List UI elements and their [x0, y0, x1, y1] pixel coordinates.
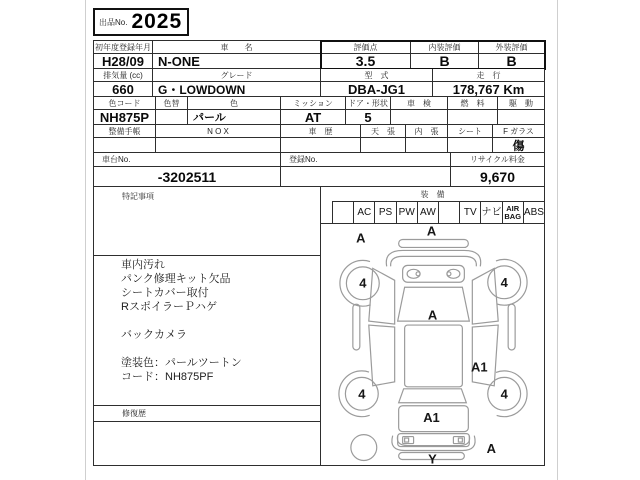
damage-mark-a-rear-right: A: [486, 440, 496, 456]
damage-mark-a-front-left: A: [356, 229, 366, 245]
lot-number-label: 出品No.: [99, 17, 128, 27]
damage-mark-4-rear-right-wheel: 4: [500, 385, 508, 401]
damage-mark-4-front-left-wheel: 4: [359, 275, 367, 291]
equipment-cell-pw: PW: [396, 201, 418, 224]
exterior-grade-value: B: [479, 54, 545, 69]
front-glass-label: F ガラス: [493, 125, 545, 138]
displacement-label: 排気量 (cc): [94, 69, 153, 82]
equipment-cell-abs: ABS: [523, 201, 545, 224]
model-code-value: DBA-JG1: [321, 82, 433, 97]
mileage-label: 走 行: [433, 69, 545, 82]
headliner-value: [361, 138, 406, 153]
damage-marks: [356, 224, 508, 466]
damage-mark-a1-right-quarter: A1: [471, 358, 488, 374]
car-history-value: [281, 138, 361, 153]
displacement-value: 660: [94, 82, 153, 97]
left-side-sill: [353, 304, 360, 350]
vehicle-info-table: [93, 40, 545, 466]
color-change-value: [156, 110, 188, 125]
equipment-cell-ac: AC: [353, 201, 375, 224]
inspection-value: [391, 110, 448, 125]
score-label: 評価点: [321, 41, 411, 54]
lot-number-value: 2025: [131, 10, 183, 33]
grade-name-value: G・LOWDOWN: [153, 82, 321, 97]
headliner-label: 天 張: [361, 125, 406, 138]
damage-mark-a-front-bumper: A: [426, 224, 437, 238]
lot-number-box: [93, 8, 189, 36]
headlight-right: [447, 269, 460, 278]
drive-value: [498, 110, 545, 125]
nox-label: N O X: [156, 125, 281, 138]
note-line: 塗装色：パールツートン: [121, 357, 242, 369]
repair-history-header: 修復歴: [94, 406, 321, 422]
drive-label: 駆 動: [498, 97, 545, 110]
equipment-cell-blank-2: [438, 201, 460, 224]
note-line: コード：NH875PF: [121, 371, 214, 383]
right-front-door: [472, 268, 498, 324]
front-bumper-strip: [399, 239, 469, 247]
front-grille-outer: [386, 250, 480, 266]
recycle-fee-value: 9,670: [451, 167, 545, 187]
color-code-value: NH875P: [94, 110, 156, 125]
front-glass-value: 傷: [493, 138, 545, 153]
car-body-sketch: [339, 239, 527, 460]
door-trim-label: 内 張: [406, 125, 448, 138]
tail-light-left-bulb: [405, 438, 409, 442]
scan-edge-left: [85, 0, 86, 480]
transmission-label: ミッション: [281, 97, 346, 110]
seat-label: シート: [448, 125, 493, 138]
recycle-fee-label: リサイクル料金: [451, 153, 545, 167]
spare-tire: [351, 434, 377, 460]
color-label: 色: [188, 97, 281, 110]
scan-edge-right: [557, 0, 558, 480]
note-line: [121, 342, 320, 356]
fuel-value: [448, 110, 498, 125]
service-book-label: 整備手帳: [94, 125, 156, 138]
note-line: RスポイラーＰハゲ: [121, 301, 217, 313]
equipment-checkbox-row: [332, 201, 545, 224]
headlight-bar: [403, 265, 465, 282]
equipment-cell-airbag: AIR BAG: [502, 201, 524, 224]
damage-mark-y-rear-center: Y: [428, 450, 437, 466]
tail-light-right-bulb: [458, 438, 462, 442]
first-registration-value: H28/09: [94, 54, 153, 69]
service-book-value: [94, 138, 156, 153]
equipment-cell-blank-1: [332, 201, 354, 224]
inspection-label: 車 検: [391, 97, 448, 110]
rear-window: [399, 388, 467, 402]
mileage-value: 178,767 Km: [433, 82, 545, 97]
car-name-value: N-ONE: [153, 54, 321, 69]
registration-no-value: [281, 167, 451, 187]
left-rear-quarter: [369, 325, 395, 386]
equipment-header: 装 備: [321, 187, 545, 201]
model-code-label: 型 式: [321, 69, 433, 82]
interior-grade-value: B: [411, 54, 479, 69]
right-rear-quarter: [472, 325, 498, 386]
registration-no-label: 登録No.: [281, 153, 451, 167]
equipment-cell-ps: PS: [374, 201, 396, 224]
repair-history-body: [94, 422, 321, 466]
exterior-grade-label: 外装評価: [479, 41, 545, 54]
damage-mark-4-rear-left-wheel: 4: [358, 385, 366, 401]
car-history-label: 車 歴: [281, 125, 361, 138]
damage-mark-4-front-right-wheel: 4: [500, 274, 508, 290]
equipment-cell-tv: TV: [459, 201, 481, 224]
door-trim-value: [406, 138, 448, 153]
chassis-no-label: 車台No.: [94, 153, 281, 167]
chassis-no-value: -3202511: [94, 167, 281, 187]
doors-value: 5: [346, 110, 391, 125]
score-value: 3.5: [321, 54, 411, 69]
note-line: [121, 314, 320, 328]
seat-value: [448, 138, 493, 153]
car-name-label: 車 名: [153, 41, 321, 54]
car-top-view-diagram: [321, 224, 544, 466]
damage-mark-a1-rear-gate: A1: [423, 409, 440, 425]
right-side-sill: [508, 304, 515, 350]
color-change-label: 色替: [156, 97, 188, 110]
nox-value: [156, 138, 281, 153]
note-line: バックカメラ: [121, 329, 187, 341]
first-registration-label: 初年度登録年月: [94, 41, 153, 54]
color-value: パール: [188, 110, 281, 125]
interior-grade-label: 内装評価: [411, 41, 479, 54]
headlight-left: [407, 269, 420, 278]
grade-name-label: グレード: [153, 69, 321, 82]
special-notes-header: 特記事項: [94, 187, 321, 256]
equipment-cell-navi: ナビ: [480, 201, 502, 224]
transmission-value: AT: [281, 110, 346, 125]
fuel-label: 燃 料: [448, 97, 498, 110]
equipment-cell-aw: AW: [417, 201, 439, 224]
damage-mark-a-windshield: A: [427, 307, 438, 323]
doors-label: ドア・形状: [346, 97, 391, 110]
notes-text-block: [94, 256, 321, 406]
note-line: パンク修理キット欠品: [121, 273, 231, 285]
roof-panel: [405, 325, 463, 387]
color-code-label: 色コード: [94, 97, 156, 110]
note-line: 車内汚れ: [121, 259, 165, 271]
note-line: シートカバー取付: [121, 287, 209, 299]
car-diagram-area: [321, 224, 545, 466]
